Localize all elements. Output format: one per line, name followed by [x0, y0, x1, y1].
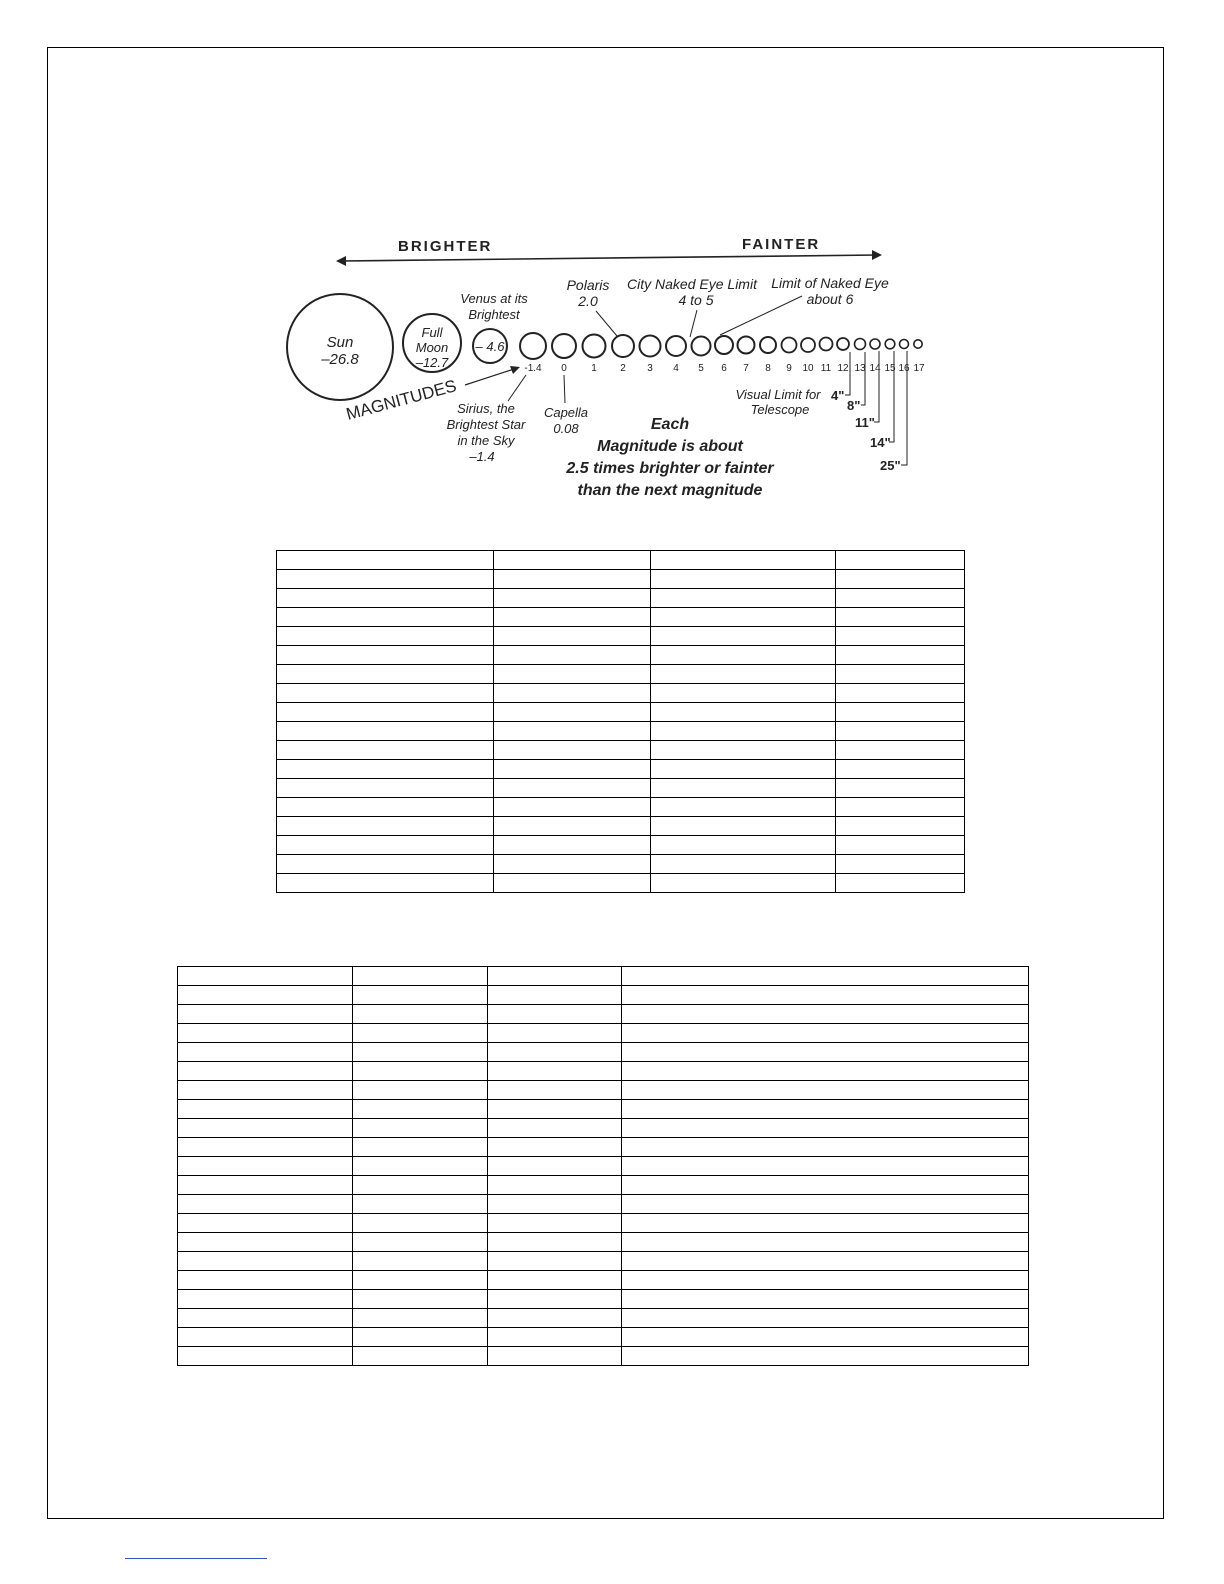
table-row: [178, 1347, 1029, 1366]
footnote-separator: [125, 1558, 267, 1559]
table-cell: [353, 967, 488, 986]
magnitude-scale-illustration: [280, 225, 940, 515]
aperture-label: 4": [831, 388, 845, 403]
polaris-magnitude: 2.0: [578, 293, 598, 309]
star-circle-2: [612, 335, 634, 357]
table-row: [178, 1100, 1029, 1119]
scale-number: 5: [698, 363, 704, 374]
aperture-label: 14": [870, 435, 891, 450]
table-cell: [277, 760, 494, 779]
note-line2: Magnitude is about: [597, 438, 743, 455]
table-row: [277, 779, 965, 798]
table-cell: [836, 665, 965, 684]
table-row: [178, 1290, 1029, 1309]
star-circle-9: [782, 338, 797, 353]
star-circle-6: [715, 336, 733, 354]
blank-table-1: [276, 550, 965, 893]
table-cell: [488, 1252, 622, 1271]
table-cell: [353, 1233, 488, 1252]
star-circle-13: [855, 339, 866, 350]
telescope-limit-line1: Visual Limit for: [735, 387, 821, 402]
table-cell: [494, 646, 651, 665]
table-cell: [353, 1347, 488, 1366]
table-cell: [353, 1062, 488, 1081]
star-circle-16: [900, 340, 909, 349]
table-cell: [488, 1157, 622, 1176]
table-cell: [494, 551, 651, 570]
table-row: [277, 627, 965, 646]
table-cell: [488, 967, 622, 986]
naked-eye-pointer: [720, 296, 802, 335]
table-cell: [651, 665, 836, 684]
table-cell: [622, 967, 1029, 986]
table-row: [178, 1233, 1029, 1252]
table-cell: [651, 760, 836, 779]
table-cell: [622, 1233, 1029, 1252]
table-row: [178, 1328, 1029, 1347]
scale-number: 1: [591, 363, 597, 374]
magnitudes-arrow: [465, 369, 514, 385]
scale-number: 9: [786, 363, 792, 374]
table-cell: [494, 836, 651, 855]
magnitude-scale-figure: [280, 225, 940, 515]
table-cell: [488, 1138, 622, 1157]
scale-number: 12: [837, 363, 849, 374]
table-cell: [622, 1328, 1029, 1347]
table-cell: [622, 1252, 1029, 1271]
table-cell: [488, 1081, 622, 1100]
table-cell: [353, 986, 488, 1005]
table-cell: [836, 646, 965, 665]
venus-magnitude: – 4.6: [475, 339, 505, 354]
table-cell: [622, 1290, 1029, 1309]
table-cell: [353, 1195, 488, 1214]
scale-number: 13: [854, 363, 866, 374]
table-row: [277, 703, 965, 722]
polaris-name: Polaris: [566, 277, 610, 293]
venus-label-line1: Venus at its: [460, 291, 528, 306]
table-cell: [178, 1005, 353, 1024]
sirius-pointer: [508, 375, 526, 401]
table-row: [178, 1024, 1029, 1043]
table-cell: [651, 684, 836, 703]
table-cell: [488, 1195, 622, 1214]
table-cell: [622, 1271, 1029, 1290]
table-cell: [353, 1081, 488, 1100]
magnitudes-arrow-head: [510, 366, 520, 374]
table-row: [277, 646, 965, 665]
table-cell: [651, 817, 836, 836]
arrow-head-left: [336, 256, 346, 266]
table-cell: [488, 1119, 622, 1138]
table-row: [178, 1195, 1029, 1214]
table-cell: [622, 1176, 1029, 1195]
table-row: [178, 1005, 1029, 1024]
scale-number: 14: [869, 363, 881, 374]
scale-number: 4: [673, 363, 679, 374]
table-row: [277, 855, 965, 874]
table-cell: [494, 589, 651, 608]
table-cell: [494, 665, 651, 684]
table-cell: [488, 1233, 622, 1252]
table-cell: [488, 1005, 622, 1024]
table-cell: [622, 1024, 1029, 1043]
aperture-label: 8": [847, 398, 861, 413]
scale-number: 0: [561, 363, 567, 374]
table-cell: [178, 967, 353, 986]
table-cell: [651, 855, 836, 874]
table-cell: [353, 1043, 488, 1062]
scale-number: 8: [765, 363, 771, 374]
sirius-line2: Brightest Star: [446, 417, 526, 432]
table-cell: [622, 1157, 1029, 1176]
table-cell: [651, 741, 836, 760]
table-cell: [488, 1100, 622, 1119]
sirius-line4: –1.4: [469, 449, 495, 464]
table-cell: [622, 1005, 1029, 1024]
table-row: [277, 684, 965, 703]
table-cell: [178, 1195, 353, 1214]
table-cell: [836, 779, 965, 798]
table-cell: [622, 1195, 1029, 1214]
star-circle-11: [820, 338, 833, 351]
table-cell: [178, 1024, 353, 1043]
sirius-line3: in the Sky: [457, 433, 515, 448]
table-row: [178, 1081, 1029, 1100]
table-cell: [277, 703, 494, 722]
table-cell: [622, 1347, 1029, 1366]
table-cell: [488, 1043, 622, 1062]
table-cell: [494, 627, 651, 646]
table-cell: [651, 551, 836, 570]
table-row: [178, 1062, 1029, 1081]
table-cell: [836, 703, 965, 722]
city-limit-pointer: [690, 310, 697, 337]
table-cell: [353, 1100, 488, 1119]
scale-number: 11: [820, 363, 832, 374]
table-cell: [494, 703, 651, 722]
table-cell: [651, 703, 836, 722]
scale-number: -1.4: [524, 363, 542, 374]
table-row: [178, 1043, 1029, 1062]
table-row: [178, 1252, 1029, 1271]
table-cell: [277, 684, 494, 703]
table-cell: [353, 1157, 488, 1176]
table-cell: [494, 779, 651, 798]
table-cell: [494, 760, 651, 779]
star-circle-1: [583, 335, 606, 358]
city-limit-line2: 4 to 5: [678, 292, 714, 308]
moon-label-line1: Full: [421, 325, 443, 340]
table-cell: [836, 817, 965, 836]
table-cell: [277, 646, 494, 665]
table-cell: [488, 1347, 622, 1366]
table-cell: [178, 1119, 353, 1138]
star-circle-15: [885, 339, 895, 349]
star-circle-14: [870, 339, 880, 349]
aperture-bracket: [861, 352, 865, 405]
table-cell: [178, 1138, 353, 1157]
table-cell: [178, 1271, 353, 1290]
capella-name: Capella: [543, 405, 589, 420]
table-cell: [353, 1214, 488, 1233]
table-cell: [651, 798, 836, 817]
table-cell: [488, 1328, 622, 1347]
telescope-limit-line2: Telescope: [750, 402, 810, 417]
table-cell: [836, 608, 965, 627]
table-row: [178, 967, 1029, 986]
table-cell: [836, 855, 965, 874]
table-cell: [353, 1328, 488, 1347]
star-circle-7: [738, 337, 755, 354]
capella-magnitude: 0.08: [553, 421, 579, 436]
table-row: [277, 722, 965, 741]
scale-number: 2: [620, 363, 626, 374]
table-row: [178, 1138, 1029, 1157]
table-cell: [651, 570, 836, 589]
scale-number: 10: [802, 363, 814, 374]
brighter-label: BRIGHTER: [398, 238, 493, 255]
table-row: [277, 570, 965, 589]
table-cell: [494, 608, 651, 627]
table-cell: [353, 1005, 488, 1024]
table-row: [178, 1309, 1029, 1328]
table-cell: [836, 551, 965, 570]
table-cell: [178, 1176, 353, 1195]
table-cell: [836, 722, 965, 741]
table-cell: [651, 608, 836, 627]
table-cell: [651, 836, 836, 855]
table-cell: [353, 1309, 488, 1328]
table-cell: [353, 1138, 488, 1157]
scale-number: 17: [913, 363, 925, 374]
table-cell: [488, 1271, 622, 1290]
table-row: [277, 817, 965, 836]
table-cell: [353, 1290, 488, 1309]
table-row: [277, 874, 965, 893]
table-cell: [277, 608, 494, 627]
scale-number: 3: [647, 363, 653, 374]
table-cell: [622, 986, 1029, 1005]
table-cell: [836, 570, 965, 589]
table-cell: [353, 1119, 488, 1138]
table-cell: [651, 874, 836, 893]
scale-number: 6: [721, 363, 727, 374]
star-circle-17: [914, 340, 922, 348]
table-row: [277, 741, 965, 760]
table-cell: [651, 589, 836, 608]
moon-magnitude: –12.7: [415, 355, 449, 370]
table-cell: [178, 1347, 353, 1366]
scale-number: 7: [743, 363, 749, 374]
star-circle-8: [760, 337, 776, 353]
table-cell: [488, 1214, 622, 1233]
table-row: [178, 1214, 1029, 1233]
table-cell: [277, 741, 494, 760]
table-cell: [836, 874, 965, 893]
table-cell: [622, 1138, 1029, 1157]
blank-table-2: [177, 966, 1029, 1366]
star-circle-5: [692, 337, 711, 356]
table-cell: [651, 646, 836, 665]
table-cell: [622, 1062, 1029, 1081]
table-cell: [651, 627, 836, 646]
table-cell: [353, 1271, 488, 1290]
table-cell: [836, 589, 965, 608]
table-cell: [277, 551, 494, 570]
table-cell: [494, 817, 651, 836]
table-cell: [494, 874, 651, 893]
capella-pointer: [564, 375, 565, 403]
table-row: [277, 608, 965, 627]
arrow-head-right: [872, 250, 882, 260]
table-cell: [277, 836, 494, 855]
table-cell: [277, 779, 494, 798]
table-row: [178, 1271, 1029, 1290]
venus-label-line2: Brightest: [468, 307, 520, 322]
table-row: [277, 665, 965, 684]
star-circle-12: [837, 338, 849, 350]
table-cell: [622, 1214, 1029, 1233]
aperture-label: 25": [880, 458, 901, 473]
table-cell: [488, 986, 622, 1005]
table-cell: [836, 798, 965, 817]
table-cell: [277, 589, 494, 608]
table-row: [178, 1176, 1029, 1195]
table-cell: [836, 684, 965, 703]
table-cell: [178, 1328, 353, 1347]
magnitudes-word: MAGNITUDES: [344, 376, 459, 424]
table-cell: [494, 722, 651, 741]
sirius-line1: Sirius, the: [457, 401, 515, 416]
table-cell: [277, 874, 494, 893]
table-cell: [488, 1024, 622, 1043]
table-cell: [488, 1290, 622, 1309]
direction-arrow: [340, 255, 878, 261]
table-cell: [277, 722, 494, 741]
naked-eye-line2: about 6: [806, 291, 854, 307]
table-cell: [353, 1252, 488, 1271]
star-circle-0: [552, 334, 576, 358]
scale-number: 16: [898, 363, 910, 374]
table-cell: [277, 798, 494, 817]
table-cell: [277, 570, 494, 589]
table-cell: [178, 1062, 353, 1081]
table-row: [178, 1157, 1029, 1176]
table-cell: [836, 760, 965, 779]
table-cell: [494, 798, 651, 817]
table-cell: [836, 741, 965, 760]
table-cell: [651, 722, 836, 741]
table-cell: [622, 1119, 1029, 1138]
table-cell: [622, 1309, 1029, 1328]
star-circle-m1-4: [520, 333, 546, 359]
table-cell: [836, 836, 965, 855]
table-cell: [494, 684, 651, 703]
table-cell: [494, 855, 651, 874]
table-cell: [836, 627, 965, 646]
note-line3: 2.5 times brighter or fainter: [566, 460, 774, 477]
table-cell: [277, 665, 494, 684]
table-cell: [178, 1214, 353, 1233]
fainter-label: FAINTER: [742, 236, 821, 253]
table-cell: [178, 1252, 353, 1271]
table-cell: [622, 1100, 1029, 1119]
table-row: [277, 551, 965, 570]
table-cell: [488, 1062, 622, 1081]
table-cell: [488, 1176, 622, 1195]
table-cell: [494, 741, 651, 760]
table-cell: [178, 986, 353, 1005]
table-cell: [178, 1043, 353, 1062]
table-cell: [277, 627, 494, 646]
polaris-pointer: [596, 311, 617, 336]
aperture-bracket: [874, 351, 879, 422]
note-line1: Each: [650, 416, 690, 433]
table-cell: [488, 1309, 622, 1328]
table-cell: [353, 1024, 488, 1043]
table-cell: [178, 1233, 353, 1252]
city-limit-line1: City Naked Eye Limit: [627, 276, 757, 292]
table-cell: [178, 1081, 353, 1100]
scale-number: 15: [884, 363, 896, 374]
table-cell: [178, 1157, 353, 1176]
table-cell: [651, 779, 836, 798]
table-cell: [277, 855, 494, 874]
sun-magnitude: –26.8: [321, 351, 359, 368]
table-cell: [178, 1290, 353, 1309]
sun-name: Sun: [326, 334, 354, 351]
table-row: [178, 1119, 1029, 1138]
table-cell: [494, 570, 651, 589]
table-cell: [622, 1081, 1029, 1100]
aperture-label: 11": [855, 415, 875, 430]
table-cell: [178, 1100, 353, 1119]
star-circle-3: [640, 336, 661, 357]
naked-eye-line1: Limit of Naked Eye: [771, 275, 889, 291]
table-row: [277, 760, 965, 779]
star-circle-10: [801, 338, 815, 352]
table-row: [178, 986, 1029, 1005]
table-cell: [277, 817, 494, 836]
note-line4: than the next magnitude: [577, 482, 763, 499]
table-row: [277, 589, 965, 608]
moon-label-line2: Moon: [415, 340, 449, 355]
table-row: [277, 798, 965, 817]
table-cell: [178, 1309, 353, 1328]
table-cell: [353, 1176, 488, 1195]
table-row: [277, 836, 965, 855]
table-cell: [622, 1043, 1029, 1062]
star-circle-4: [666, 336, 686, 356]
